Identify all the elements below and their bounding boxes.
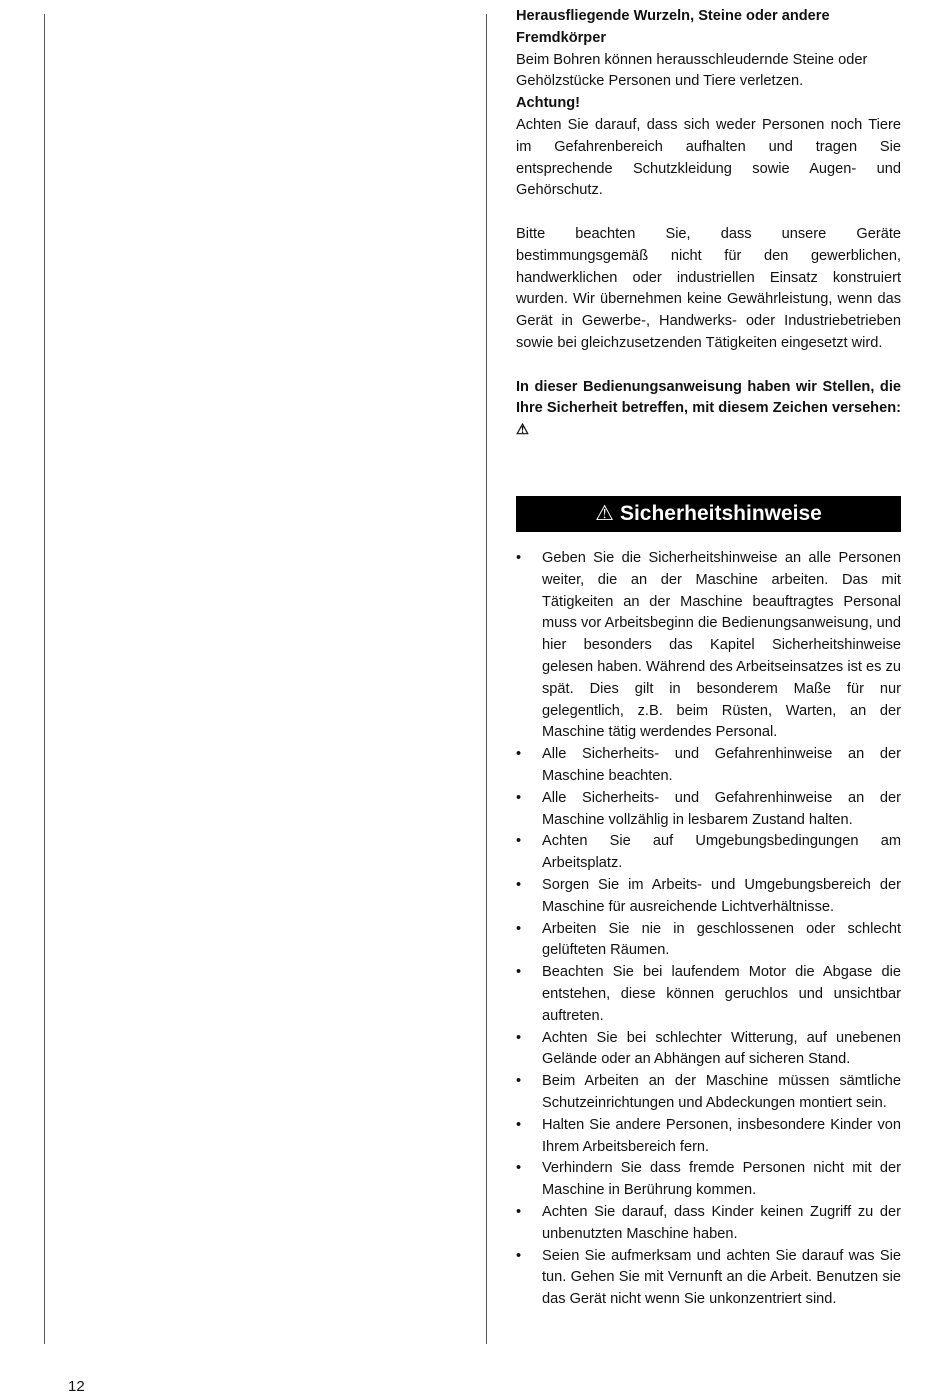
list-item (516, 1028, 901, 1072)
safety-notice (516, 377, 901, 442)
intro-heading: Herausfliegende Wurzeln, Steine oder andere Fremdkörper (516, 8, 830, 46)
bullet-icon: • (516, 1116, 522, 1133)
bullet-icon: • (516, 920, 522, 937)
section-header-banner (516, 496, 901, 532)
list-item-text: Geben Sie die Sicherheitshinweise an alle Personen weiter, die an der Maschine arbeiten. Das mit Tätigkeiten an der Maschine beauftragtes Personal muss vor Arbeitsbeginn die Bedienungsanweisung, und hier besonders das Kapitel Sicherheitshinweise gelesen haben. Während des Arbeitseinsatzes ist es zu spät. Dies gilt in besonderem Maße für nur gelegentlich, z.B. beim Rüsten, Warten, an der Maschine tätig werdendes Personal. (542, 550, 901, 741)
bullet-icon: • (516, 1203, 522, 1220)
list-item (516, 875, 901, 919)
spacer (516, 355, 901, 377)
bullet-icon: • (516, 1029, 522, 1046)
list-item-text: Halten Sie andere Personen, insbesondere Kinder von Ihrem Arbeitsbereich fern. (542, 1116, 901, 1155)
left-margin-rule (44, 14, 45, 1344)
column-divider-rule (486, 14, 487, 1344)
list-item (516, 1115, 901, 1159)
intro-text-1: Beim Bohren können herausschleudernde Steine oder Gehölzstücke Personen und Tiere verletzen. (516, 51, 868, 90)
warning-triangle-icon: ⚠ (595, 502, 614, 525)
list-item-text: Seien Sie aufmerksam und achten Sie darauf was Sie tun. Gehen Sie mit Vernunft an die Arbeit. Benutzen sie das Gerät nicht wenn Sie unkonzentriert sind. (542, 1247, 901, 1308)
list-item (516, 788, 901, 832)
bullet-icon: • (516, 1073, 522, 1090)
list-item-text: Alle Sicherheits- und Gefahrenhinweise an der Maschine vollzählig in lesbarem Zustand halten. (542, 789, 901, 828)
bullet-icon: • (516, 1160, 522, 1177)
list-item-text: Verhindern Sie dass fremde Personen nicht mit der Maschine in Berührung kommen. (542, 1160, 901, 1199)
list-item-text: Beim Arbeiten an der Maschine müssen sämtliche Schutzeinrichtungen und Abdeckungen montiert sein. (542, 1073, 901, 1111)
section-title: Sicherheitshinweise (619, 502, 822, 525)
bullet-icon: • (516, 964, 522, 981)
bullet-icon: • (516, 746, 522, 763)
list-item (516, 744, 901, 788)
list-item (516, 1158, 901, 1202)
list-item (516, 1071, 901, 1115)
list-item-text: Beachten Sie bei laufendem Motor die Abgase die entstehen, diese können geruchlos und unsichtbar auftreten. (542, 964, 901, 1024)
list-item (516, 548, 901, 744)
bullet-icon: • (516, 876, 522, 893)
spacer (516, 202, 901, 224)
bullet-icon: • (516, 833, 522, 850)
list-item (516, 1246, 901, 1311)
list-item (516, 831, 901, 875)
safety-instructions-list (516, 548, 901, 1311)
intro-text-3: Bitte beachten Sie, dass unsere Geräte bestimmungsgemäß nicht für den gewerblichen, handwerklichen oder industriellen Einsatz konstruiert wurden. Wir übernehmen keine Gewährleistung, wenn das Gerät in Gewerbe-, Handwerks- oder Industriebetrieben sowie bei gleichzusetzenden Tätigkeiten eingesetzt wird. (516, 225, 901, 351)
page-number: 12 (68, 1378, 85, 1395)
list-item-text: Sorgen Sie im Arbeits- und Umgebungsbereich der Maschine für ausreichende Lichtverhältnisse. (542, 876, 901, 915)
intro-text-2: Achten Sie darauf, dass sich weder Personen noch Tiere im Gefahrenbereich aufhalten und tragen Sie entsprechende Schutzkleidung sowie Augen- und Gehörschutz. (516, 116, 901, 199)
list-item (516, 1202, 901, 1246)
bullet-icon: • (516, 1247, 522, 1264)
bullet-icon: • (516, 789, 522, 806)
intro-column (516, 6, 901, 442)
list-item-text: Achten Sie auf Umgebungsbedingungen am Arbeitsplatz. (542, 833, 901, 872)
caution-label: Achtung! (516, 95, 581, 112)
list-item (516, 919, 901, 963)
list-item (516, 962, 901, 1027)
warning-triangle-icon: ⚠ (516, 422, 530, 439)
safety-notice-text: In dieser Bedienungsanweisung haben wir Stellen, die Ihre Sicherheit betreffen, mit diesem Zeichen versehen: (516, 378, 901, 417)
bullet-icon: • (516, 550, 522, 566)
list-item-text: Achten Sie bei schlechter Witterung, auf unebenen Gelände oder an Abhängen auf sicheren Stand. (542, 1029, 901, 1068)
list-item-text: Arbeiten Sie nie in geschlossenen oder schlecht gelüfteten Räumen. (542, 920, 901, 959)
list-item-text: Achten Sie darauf, dass Kinder keinen Zugriff zu der unbenutzten Maschine haben. (542, 1203, 901, 1242)
list-item-text: Alle Sicherheits- und Gefahrenhinweise an der Maschine beachten. (542, 746, 901, 784)
